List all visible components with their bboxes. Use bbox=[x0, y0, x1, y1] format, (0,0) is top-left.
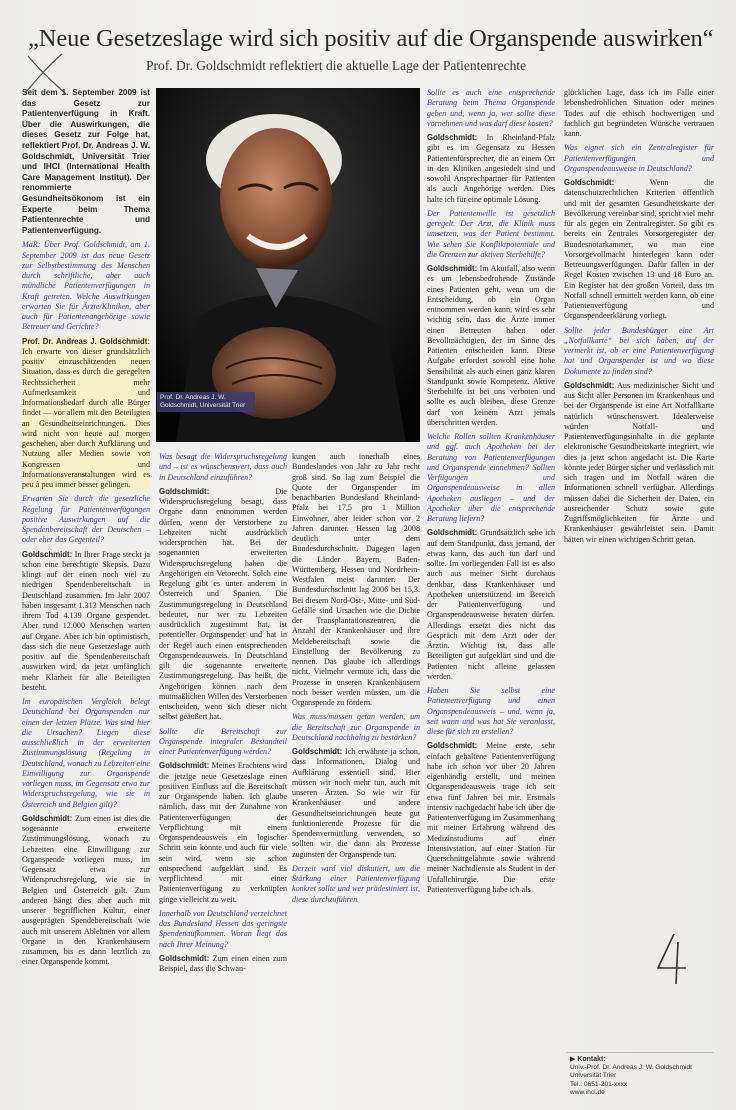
answer-text: Zum einen einen zum Beispiel, dass die Schwan- bbox=[159, 953, 287, 973]
answer-13 bbox=[564, 178, 714, 322]
answer-6 bbox=[159, 954, 287, 975]
portrait-image bbox=[156, 88, 420, 442]
answer-speaker: Prof. Dr. Andreas J. Goldschmidt: bbox=[22, 336, 150, 346]
question-3: Im europäischen Vergleich belegt Deutschland bei Organspenden nur einen der letzten Plätze. Was sind hier die Ursachen? Liegen diese ausschließlich in der erweiterten Zustimmungslösung (Regelung in Deutschland, wonach zu Lebzeiten eine Einwilligung zur Organspende vorliegen muss, im Gegensatz etwa zur Widerspruchsregelung, wie sie in Österreich und Belgien gilt)? bbox=[22, 697, 150, 809]
answer-9 bbox=[427, 133, 555, 205]
handwritten-page-number bbox=[652, 928, 692, 988]
column-3 bbox=[292, 452, 420, 1100]
column-5 bbox=[564, 88, 714, 923]
answer-text: In Ihrer Frage steckt ja schon eine berechtigte Skepsis. Dazu klingt auf der einen noch viel zu niedrigen Spendenbereitschaft in Deutschland zusammen. Im Jahr 2007 haben insgesamt 1.313 Menschen nach ihrem Tod 4.139 Organe gespendet. Aber rund 12.000 Menschen warten auf Organe. Aber ich bin optimistisch, dass sich die neue Gesetzeslage auch positiv auf die Spendenbereitschaft auswirken wird, da jetzt umfänglich mehr Klarheit für alle Beteiligten besteht. bbox=[22, 549, 150, 692]
question-2: Erwarten Sie durch die gesetzliche Regelung für Patientenverfügungen positive Auswirkungen auf die Spendenbereitschaft der Deutschen – oder eher das Gegenteil? bbox=[22, 494, 150, 545]
answer-text: Meines Erachtens wird die jetzige neue Gesetzeslage einen positiven Einfluss auf die Bereitschaft zur Organspende haben. Ich glaube nämlich, dass mit der Zunahme von Patientenverfügungen der Verpflichtung mit einem Organspendeausweis ein logischer Schritt sein könnte und auch für viele sein wird, wenn sie schon entsprechend aufgeklärt sind. Es verpflichtend mit einer Patientenverfügung zu verknüpfen ginge vielleicht zu weit. bbox=[159, 761, 287, 904]
portrait-photo bbox=[156, 88, 420, 442]
contact-box bbox=[570, 1056, 720, 1097]
answer-5 bbox=[159, 761, 287, 905]
answer-speaker: Goldschmidt: bbox=[427, 528, 478, 538]
continued-text: kungen auch innerhalb eines Bundeslandes von Jahr zu Jahr recht groß sind. So lag zum Beispiel die Quote der Organspender im benachbarten Bundesland Rheinland-Pfalz bei 17,5 pro 1 Million Einwohner, aber leider schon vor 2 Jahren darunter. Hessen lag 2008 deutlich unter dem Bundesdurchschnitt. Dagegen lagen die Länder Bayern, Baden-Württemberg, Hessen und Nordrhein-Westfalen meist darunter. Der Bundesdurchschnitt lag 2006 bei 15,3. Bei diesem Nord-Ost-, Mitte- und Süd-Gefälle sind Ursachen wie die Dichte der Transplantationszentren, die Anzahl der Krankenhäuser und ihre Meldebereitschaft sowie die Einstellung der Bevölkerung zu nennen. Das glaube ich allerdings nicht. Vielmehr vermute ich, dass die Prozesse in unseren Krankenhäusern noch besser werden müssen, um die Organspende zu fördern. bbox=[292, 452, 420, 707]
question-13: Was eignet sich ein Zentralregister für Patientenverfügungen und Organspendeausweise in Deutschland? bbox=[564, 143, 714, 173]
answer-speaker: Goldschmidt: bbox=[22, 549, 73, 559]
answer-speaker: Goldschmidt: bbox=[564, 380, 615, 390]
question-14: Sollte jeder Bundesbürger eine Art „Notfallkarte“ bei sich haben, auf der vermerkt ist, ob er eine Patientenverfügung hat und Organspender ist und wo diese Dokumente zu finden sind? bbox=[564, 325, 714, 376]
question-1: MäR: Über Prof. Goldschmidt, am 1. September 2009 ist das neue Gesetz zur Selbstbestimmung des Menschen durch schriftliche, aber auch mündliche Patientenverfügungen in Kraft getreten. Welche Auswirkungen erwarten Sie für Ärzte/Kliniken, aber auch für Patientenangehörige sowie Betreuer und Gerichte? bbox=[22, 240, 150, 332]
contact-divider bbox=[566, 1052, 714, 1053]
answer-2 bbox=[22, 550, 150, 694]
answer-speaker: Goldschmidt: bbox=[159, 953, 210, 963]
answer-11 bbox=[427, 528, 555, 682]
column-4 bbox=[427, 88, 555, 1100]
answer-speaker: Goldschmidt: bbox=[159, 761, 210, 771]
contact-line: www.ihci.de bbox=[570, 1088, 605, 1096]
question-9: Sollte es auch eine entsprechende Beratung beim Thema Organspende geben und, wenn ja, wer sollte diese vornehmen und was darf diese kosten? bbox=[427, 88, 555, 128]
question-10: Der Patientenwille ist gesetzlich geregelt. Der Arzt, die Klinik muss umsetzen, was der Patient bestimmt. Wie sehen Sie Konfliktpotentiale und die Grenzen zur aktiven Sterbehilfe? bbox=[427, 208, 555, 259]
question-6: Innerhalb von Deutschland verzeichnet das Bundesland Hessen das geringste Spendenaufkommen. Woran liegt das nach Ihrer Meinung? bbox=[159, 908, 287, 949]
answer-speaker: Goldschmidt: bbox=[427, 133, 478, 142]
answer-speaker: Goldschmidt: bbox=[159, 486, 210, 496]
continued-text: glücklichen Lage, dass ich im Falle einer lebensbedrohlichen Situation oder meines Todes auf die ethisch hochwertigen und fachlich gut begründeten Wünsche vertrauen kann. bbox=[564, 88, 714, 138]
headline: „Neue Gesetzeslage wird sich positiv auf die Organspende auswirken“ bbox=[28, 25, 714, 52]
answer-text: Meine erste, sehr einfach gehaltene Patientenverfügung habe ich schon vor über 20 Jahren eigenhändig erstellt, und meinen Organspendeausweis trage ich seit etwa fünf Jahren bei mir. Erstmals intensiv nachgedacht habe ich über die Patientenverfügung im Zusammenhang mit meiner Erfahrung während des Medizinstudiums auf einer Intensivstation, auf einer Station für Querschnittgelähmte sowie während meiner Nachtdienste als Student in der Unfallchirurgie. Die erste Patientenverfügung habe ich als bbox=[427, 741, 555, 894]
contact-line: Univ.-Prof. Dr. Andreas J. W. Goldschmidt bbox=[570, 1064, 692, 1072]
answer-text: Im Akutfall, also wenn es um lebensbedrohende Zustände eines Patienten geht, wenn um die Entscheidung, ob ein Organ entnommen werden kann, wird es sehr wichtig sein, dass die Ärzte immer einen Betreuten haben oder Bevollmächtigten, der im Sinne des Patienten entscheiden kann. Diese Aufgabe erfordert sowohl eine hohe Sensibilität als auch einen ganz klaren Standpunkt sowie Kompetenz. Aktive Sterbehilfe ist bei uns verboten und sollte es auch bleiben, diese Grenze darf von keinem Arzt jemals überschritten werden. bbox=[427, 264, 555, 427]
answer-text: Ich erwarte von dieser grundsätzlich positiv einzuschätzenden neuen Situation, dass es durch die geregelten Rechtssicherheit mehr Aufmerksamkeit und Informationsbedarf durch alle Bürger findet — vor allem mit den Beteiligten an Gesundheitseinrichtungen. Dies wird nicht von heute auf morgen geschehen, aber durch Aufklärung und Nutzung aller Medien sowie von Kongressen und Informationsveranstaltungen wird es peu à peu immer besser gelingen. bbox=[22, 346, 150, 490]
answer-text: Ich erwähnte ja schon, dass Informationen, Dialog und Aufklärung essentiell sind. Hier müssen wir noch mehr tun, auch mit unseren Ärzten. So wie wir für Krankenhäuser und andere Gesundheitseinrichtungen heute gut funktionierende Prozesse für die Spendenvermittlung verwenden, so sollten wir die dann als Prozesse zugunsten der Organspende tun. bbox=[292, 747, 420, 859]
answer-text: Wenn die datenschutzrechtlichen Kriterien öffentlich und mit der gesamten Gesundheitskarte der Bevölkerung vereinbar sind, spricht viel mehr für als gegen ein Zentralregister. So gibt es bereits ein Zentrales Vorsorgeregister der Bundesnotarkammer, wo man eine Vorsorgevollmacht hinterlegen kann oder Betreuungsverfügungen. Dafür fallen in der Regel Kosten zwischen 13 und 18 Euro an. Ein Register hat den großen Vorteil, dass im Notfall schnell ermittelt werden kann, ob eine Patientenverfügung und Organspendeerklärung vorliegt. bbox=[564, 178, 714, 321]
answer-text: In Rheinland-Pfalz gibt es im Gegensatz zu Hessen Patientenfürsprecher, die an einem Ort in den Kliniken angesiedelt sind und sowohl Ansprechpartner für Patienten als auch Angehörige werden. Dies halte ich für eine optimale Lösung. bbox=[427, 133, 555, 204]
answer-text: Zum einen ist dies die sogenannte erweiterte Zustimmungslösung, wonach zu Lebzeiten eine Einwilligung zur Organspende vorliegen muss, im Gegensatz etwa zur Widerspruchsregelung, wie sie in Belgien und Österreich gilt. Zum anderen hängt dies aber auch mit unserer begrifflichen Kultur, einer ausgeprägten Spendebereitschaft wie auch mit unserem Ablehnen vor allem Organe in den Krankenhäusern zusammen, bis es dann letztlich zu einer Organspende kommt. bbox=[22, 813, 150, 967]
question-12: Haben Sie selbst eine Patientenverfügung und einen Organspendeausweis – und, wenn ja, seit wann und was hat Sie veranlasst, diese für sich zu erstellen? bbox=[427, 686, 555, 736]
answer-speaker: Goldschmidt: bbox=[564, 178, 615, 187]
intro-lead: Seit dem 1. September 2009 ist das Gesetz zur Patientenverfügung in Kraft. Über die Auswirkungen, die dieses Gesetz zur Folge hat, reflektiert Prof. Dr. Andreas J. W. Goldschmidt, Universität Trier und IHCI (International Health Care Management Institut). Der renommierte Gesundheitsökonom ist ein Experte beim Thema Patientenrechte und Patientenverfügung. bbox=[22, 88, 150, 235]
answer-4 bbox=[159, 487, 287, 723]
answer-speaker: Goldschmidt: bbox=[427, 741, 478, 751]
contact-line: Universität Trier bbox=[570, 1072, 617, 1080]
question-11: Welche Rollen sollten Krankenhäuser und ggf. auch Apotheken bei der Beratung von Patientenverfügungen und Organspende einnehmen? Sollten Verfügungen und Organspendeausweise in allen Apotheken ausliegen – und der Apotheker über die entsprechende Beratung liefern? bbox=[427, 432, 555, 523]
contact-line: Tel.: 0651-201-xxxx bbox=[570, 1080, 628, 1088]
answer-text: Die Widerspruchsregelung besagt, dass Organe dann entnommen werden dürfen, wenn der Verstorbene zu Lebzeiten nicht ausdrücklich widersprochen hat. Bei der sogenannten erweiterten Widerspruchsregelung haben die Angehörigen ein Vetorecht. Solch eine Regelung gibt es unter anderem in Österreich und Spanien. Die Zustimmungsregelung in Deutschland bedeutet, nur wer zu Lebzeiten ausdrücklich zugestimmt hat, ist potentieller Organspender und hat in der Regel auch einen entsprechenden Organspendeausweis. In Deutschland gilt die sogenannte erweiterte Zustimmungsregelung. Das heißt, die Angehörigen können nach dem mutmaßlichen Willen des Verstorbenen entscheiden, wenn sich dieser nicht selbst geäußert hat. bbox=[159, 486, 287, 722]
question-7: Was muss/müssen getan werden, um die Bereitschaft zur Organspende in Deutschland nachhaltig zu bestärken? bbox=[292, 712, 420, 742]
answer-1 bbox=[22, 337, 150, 491]
column-2 bbox=[159, 452, 287, 1100]
answer-text: Grundsätzlich sehe ich auf dem Standpunkt, dass jemand, der etwas kann, das auch tun darf und sollte. Im vorliegenden Fall ist es also auch aus meiner Sicht durchaus denkbar, dass Krankenhäuser und Apotheken unterstützend im Bereich der Patientenverfügung und Organspendeausweise beraten dürfen. Allerdings ersetzt dies nicht das Gespräch mit dem Arzt oder der Ärztin. Wichtig ist, dass alle Beteiligten gut aufgeklärt sind und die Patienten nicht alleine gelassen werden. bbox=[427, 528, 555, 681]
answer-14 bbox=[564, 381, 714, 545]
photo-caption: Prof. Dr. Andreas J. W. Goldschmidt, Universität Trier bbox=[157, 392, 255, 412]
answer-speaker: Goldschmidt: bbox=[292, 747, 343, 756]
column-1 bbox=[22, 88, 150, 1100]
subtitle: Prof. Dr. Goldschmidt reflektiert die aktuelle Lage der Patientenrechte bbox=[146, 58, 527, 73]
answer-speaker: Goldschmidt: bbox=[427, 264, 478, 273]
answer-3 bbox=[22, 814, 150, 968]
answer-speaker: Goldschmidt: bbox=[22, 813, 73, 823]
answer-10 bbox=[427, 264, 555, 428]
answer-text: Aus medizinischer Sicht und aus Sicht aller Personen im Krankenhaus und bei der Organspende ist eine Art Notfallkarte natürlich wünschenswert. Idealerweise würden Notfall- und Patientenverfügungsinhalte in die geplante elektronische Gesundheitskarte integriert, wie dies ja jetzt schon angedacht ist. Die Karte könnte jeder Bürger sicher und verlässlich mit sich tragen und im Notfall wären die Informationen schnell verfügbar. Allerdings müssen dabei die Sicherheit der Daten, ein ausreichender Schutz sowie gute Zugriffsmöglichkeiten für Ärzte und Krankenhäuser gewährleistet sein. Damit hätten wir einen wichtigen Schritt getan. bbox=[564, 380, 714, 544]
question-4: Was besagt die Widerspruchsregelung und – ist es wünschenswert, dass auch in Deutschland einzuführen? bbox=[159, 452, 287, 482]
answer-12 bbox=[427, 741, 555, 895]
question-5: Sollte die Bereitschaft zur Organspende integraler Bestandteil einer Patientenverfügung werden? bbox=[159, 726, 287, 756]
contact-title: ▶ Kontakt: bbox=[570, 1056, 606, 1063]
answer-7 bbox=[292, 747, 420, 860]
question-8: Derzeit wird viel diskutiert, um die Stärkung einer Patientenverfügung konkret sollte und wer prädestiniert ist, diese durchzuführen. bbox=[292, 863, 420, 904]
